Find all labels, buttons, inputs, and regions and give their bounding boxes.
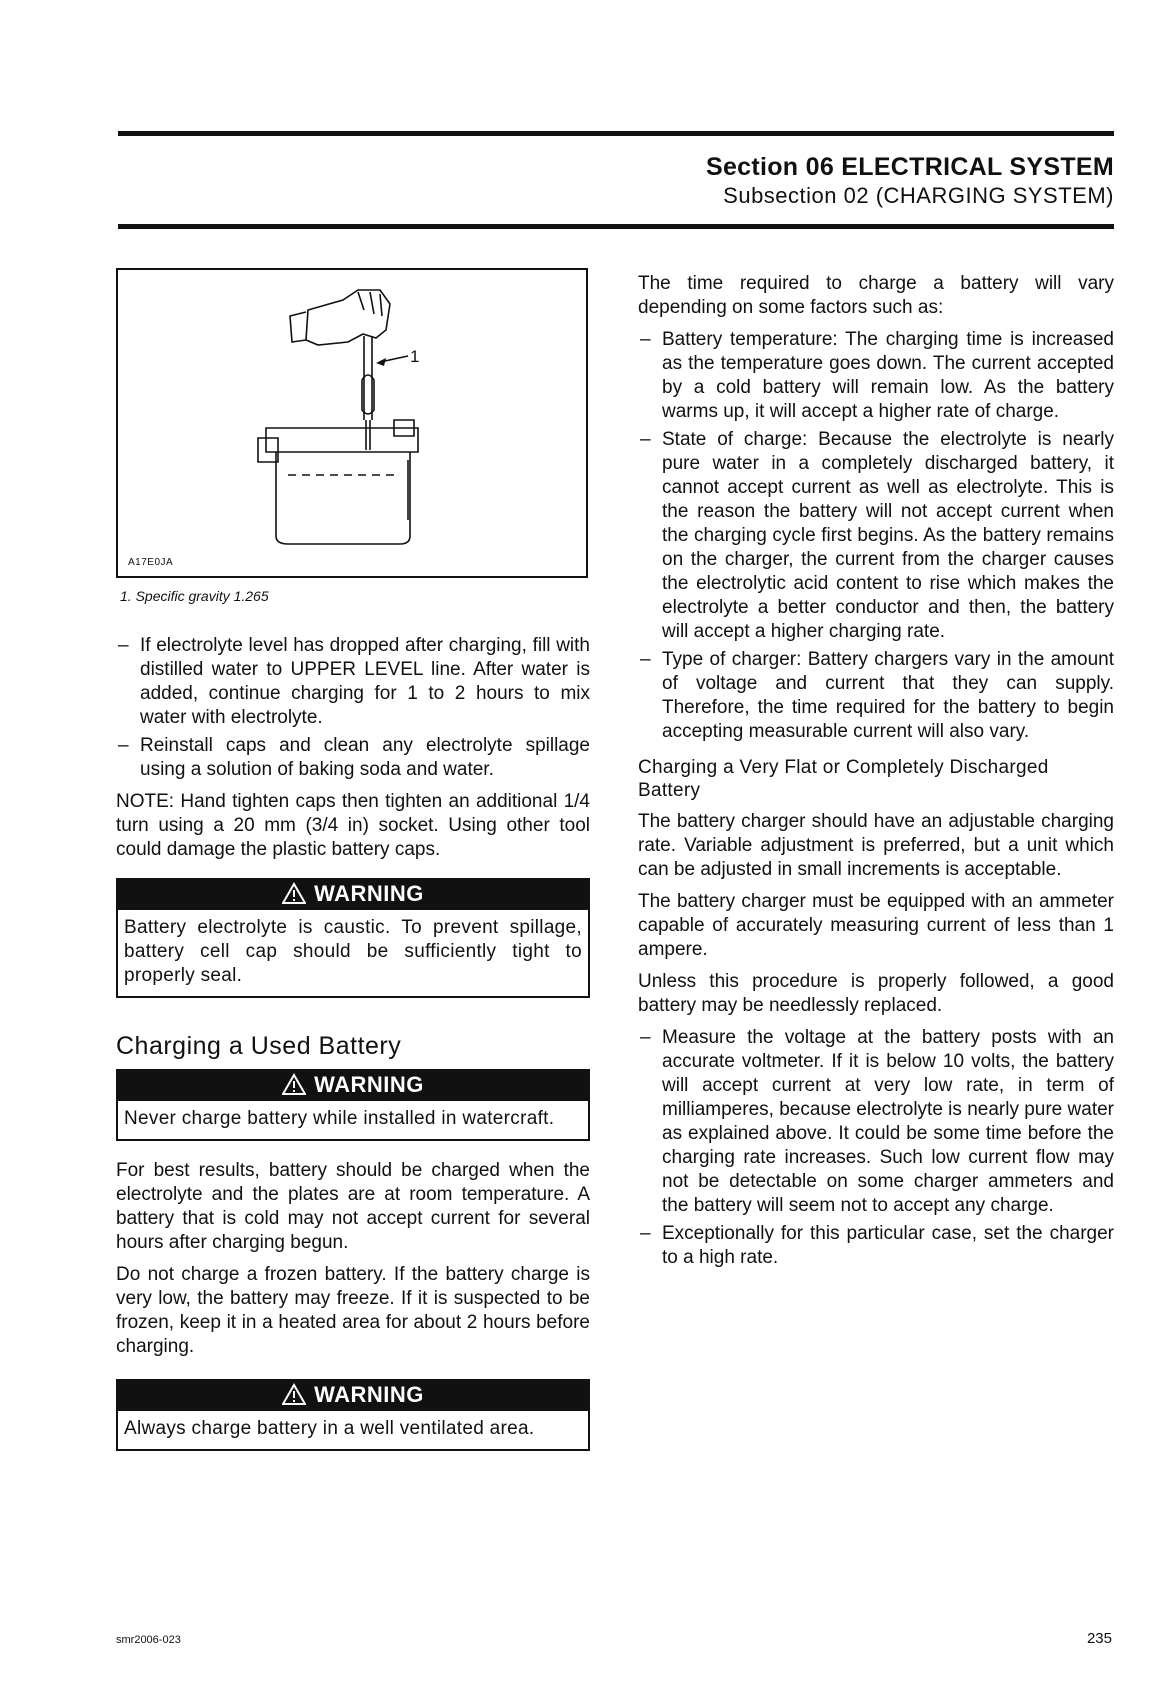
warning-triangle-icon	[282, 1073, 306, 1095]
subsection-title: Subsection 02 (CHARGING SYSTEM)	[723, 183, 1114, 208]
footer-code: smr2006-023	[116, 1634, 181, 1646]
section-title: Section 06 ELECTRICAL SYSTEM	[705, 153, 1114, 181]
warning-header	[118, 878, 588, 910]
list-item: – Exceptionally for this particular case, set the charger to a high rate.	[638, 1222, 1114, 1270]
figure-code: A17E0JA	[128, 557, 174, 568]
header-rule-top	[118, 131, 1114, 136]
list-item: – Reinstall caps and clean any electrolyte spillage using a solution of baking soda and water.	[116, 734, 590, 782]
callout-number: 1	[410, 347, 420, 366]
page-header	[706, 152, 1114, 210]
header-rule-bottom	[118, 224, 1114, 229]
page-number: 235	[1086, 1630, 1112, 1647]
hydrometer-figure	[116, 268, 588, 578]
warning-triangle-icon	[282, 1383, 306, 1405]
list-item: – Measure the voltage at the battery posts with an accurate voltmeter. If it is below 10 volts, the battery will accept current at very low rate, in term of milliamperes, because electrolyte is nearly pure water as explained above. It could be some time before the charging rate increases. Such low current flow may not be detectable on some charger ammeters and the battery will seem not to accept any charge.	[638, 1026, 1114, 1218]
warning-box	[116, 1379, 590, 1451]
warning-text: Battery electrolyte is caustic. To prevent spillage, battery cell cap should be sufficiently tight to properly seal.	[124, 917, 582, 986]
list-item: – Battery temperature: The charging time is increased as the temperature goes down. The current accepted by a cold battery will remain low. As the battery warms up, it will accept a higher rate of charge.	[638, 328, 1114, 424]
right-bullet-list	[638, 328, 1114, 744]
note-text: Hand tighten caps then tighten an additional 1/4 turn using a 20 mm (3/4 in) socket. Using other tool could damage the plastic battery caps.	[116, 791, 590, 860]
left-bullet-list	[116, 634, 590, 782]
warning-box	[116, 1069, 590, 1141]
warning-header	[118, 1069, 588, 1101]
paragraph: The battery charger should have an adjustable charging rate. Variable adjustment is preferred, but a unit which can be adjusted in small increments is acceptable.	[638, 811, 1114, 880]
right-column	[638, 272, 1114, 1278]
warning-header	[118, 1379, 588, 1411]
warning-box	[116, 878, 590, 998]
right-bullet-list	[638, 1026, 1114, 1270]
note-paragraph	[116, 790, 590, 862]
section-heading: Charging a Used Battery	[116, 1032, 402, 1060]
warning-text: Always charge battery in a well ventilated area.	[124, 1418, 535, 1439]
warning-title: WARNING	[314, 881, 424, 906]
hydrometer-illustration	[118, 270, 586, 576]
figure-caption: 1. Specific gravity 1.265	[120, 588, 269, 604]
list-item: – If electrolyte level has dropped after charging, fill with distilled water to UPPER LEVEL line. After water is added, continue charging for 1 to 2 hours to mix water with electrolyte.	[116, 634, 590, 730]
paragraph: Do not charge a frozen battery. If the battery charge is very low, the battery may freeze. If it is suspected to be frozen, keep it in a heated area for about 2 hours before charging.	[116, 1264, 590, 1357]
warning-title: WARNING	[314, 1072, 424, 1097]
section-heading: Charging a Very Flat or Completely Discharged Battery	[638, 757, 1049, 801]
warning-triangle-icon	[282, 882, 306, 904]
note-label: NOTE:	[116, 791, 175, 812]
paragraph: Unless this procedure is properly followed, a good battery may be needlessly replaced.	[638, 971, 1114, 1016]
paragraph: For best results, battery should be charged when the electrolyte and the plates are at room temperature. A battery that is cold may not accept current for several hours after charging begun.	[116, 1160, 590, 1253]
warning-text: Never charge battery while installed in watercraft.	[124, 1108, 555, 1129]
paragraph: The battery charger must be equipped with an ammeter capable of accurately measuring current of less than 1 ampere.	[638, 891, 1114, 960]
left-column	[116, 268, 590, 1469]
warning-title: WARNING	[314, 1382, 424, 1407]
paragraph: The time required to charge a battery will vary depending on some factors such as:	[638, 273, 1114, 318]
list-item: – Type of charger: Battery chargers vary in the amount of voltage and current that they can supply. Therefore, the time required for the battery to begin accepting measurable current will also vary.	[638, 648, 1114, 744]
list-item: – State of charge: Because the electrolyte is nearly pure water in a completely discharged battery, it cannot accept current as well as electrolyte. This is the reason the battery will not accept current when the charging cycle first begins. As the battery remains on the charger, the current from the charger causes the electrolytic acid content to rise which makes the electrolyte a better conductor and then, the battery will accept a higher charging rate.	[638, 428, 1114, 644]
